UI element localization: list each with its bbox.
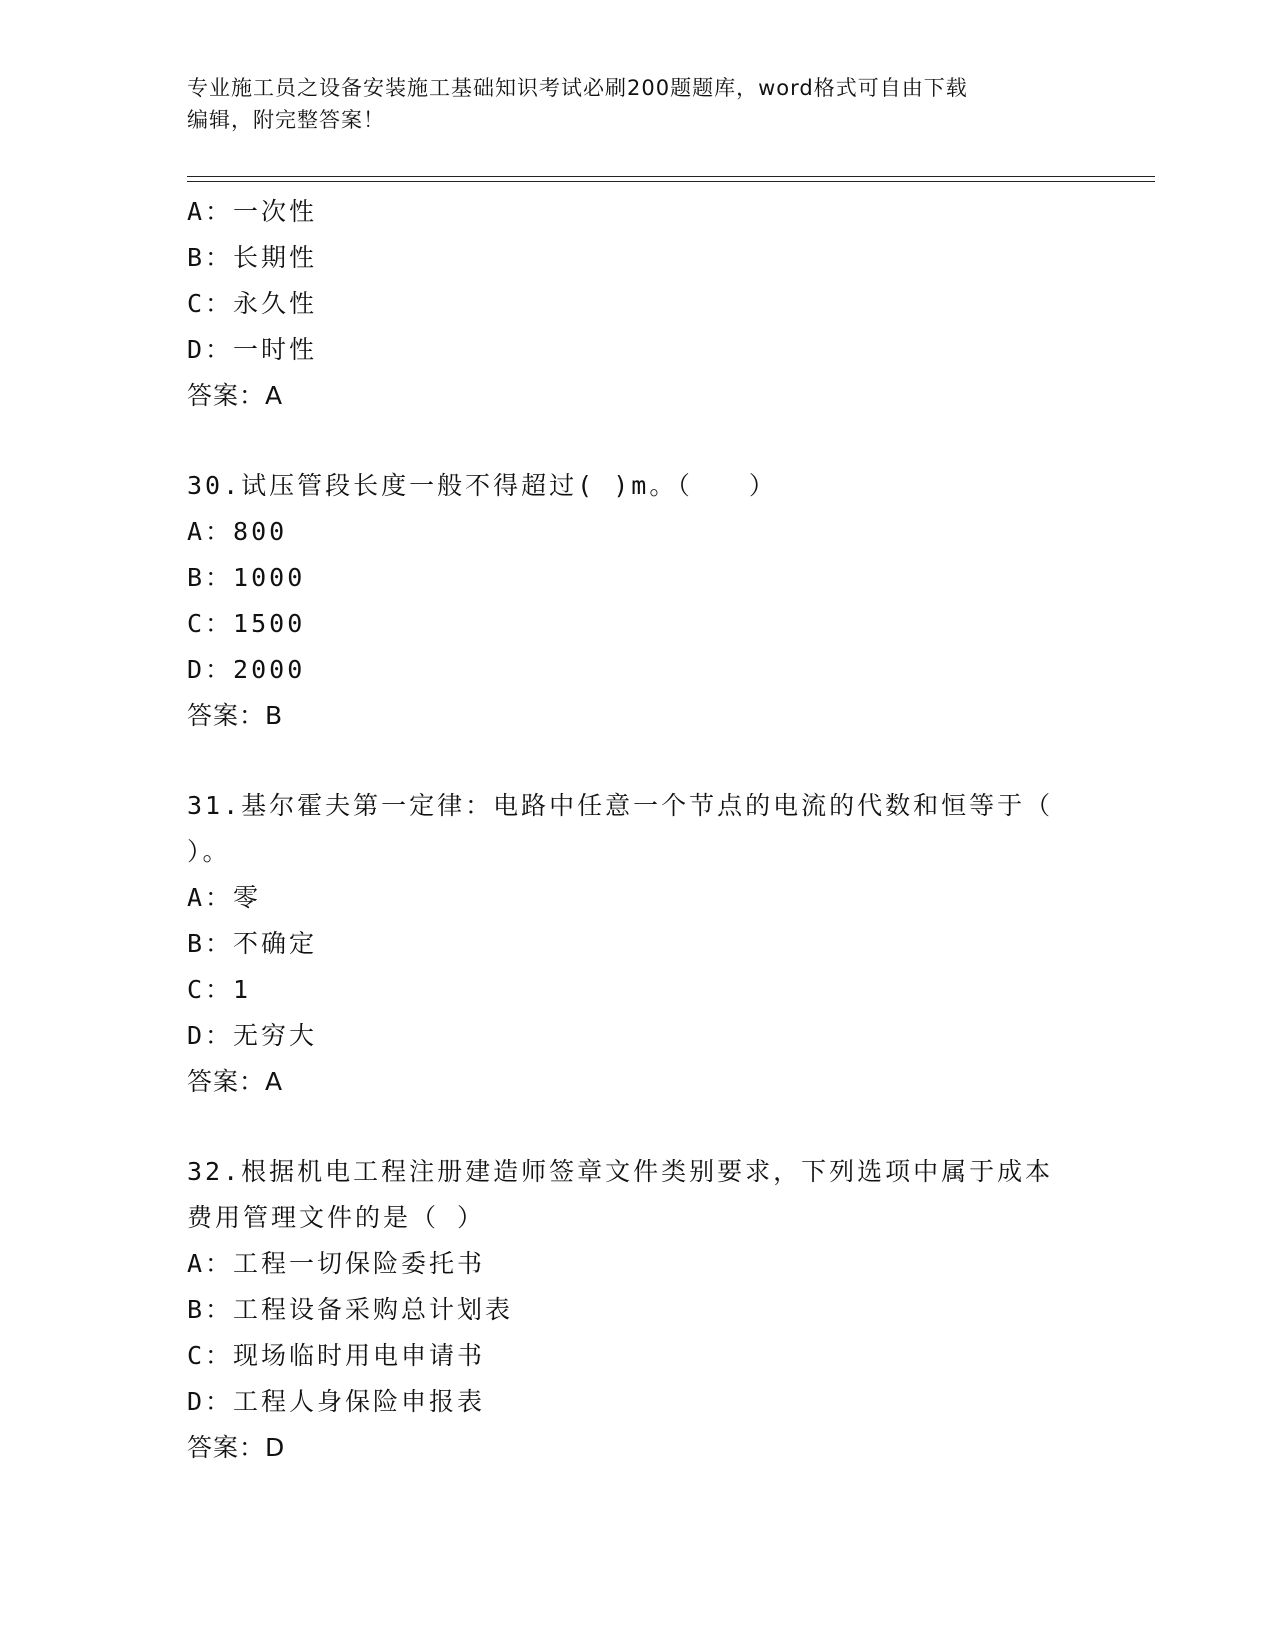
- option-b: B：1000: [187, 563, 306, 592]
- option-d: D：工程人身保险申报表: [187, 1387, 486, 1416]
- answer-line: 答案：A: [187, 1067, 284, 1096]
- question-text-line-2: ）。: [187, 837, 231, 866]
- document-header: [187, 72, 1067, 136]
- option-a: A：零: [187, 883, 262, 912]
- question-31: [187, 783, 1087, 1105]
- answer-line: 答案：B: [187, 701, 284, 730]
- question-32: [187, 1149, 1087, 1471]
- option-c: C：永久性: [187, 289, 318, 318]
- option-b: B：不确定: [187, 929, 318, 958]
- option-c: C：1500: [187, 609, 306, 638]
- spacer: [187, 739, 1087, 783]
- option-c: C：现场临时用电申请书: [187, 1341, 486, 1370]
- option-b: B：工程设备采购总计划表: [187, 1295, 514, 1324]
- question-text-line-1: 32.根据机电工程注册建造师签章文件类别要求，下列选项中属于成本: [187, 1157, 1054, 1186]
- question-text-line-2: 费用管理文件的是（ ）: [187, 1203, 486, 1232]
- question-text: 30.试压管段长度一般不得超过( )m。（ ）: [187, 471, 777, 500]
- option-c: C：1: [187, 975, 252, 1004]
- question-30: [187, 463, 1087, 739]
- question-29: [187, 189, 1087, 419]
- header-divider-top: [187, 176, 1155, 177]
- question-text-line-1: 31.基尔霍夫第一定律：电路中任意一个节点的电流的代数和恒等于（: [187, 791, 1054, 820]
- spacer: [187, 419, 1087, 463]
- option-a: A：800: [187, 517, 288, 546]
- header-divider-bottom: [187, 181, 1155, 182]
- option-b: B：长期性: [187, 243, 318, 272]
- option-a: A：一次性: [187, 197, 318, 226]
- spacer: [187, 1105, 1087, 1149]
- header-title-line-2: 编辑，附完整答案！: [187, 108, 385, 132]
- option-d: D：一时性: [187, 335, 318, 364]
- answer-line: 答案：A: [187, 381, 284, 410]
- option-a: A：工程一切保险委托书: [187, 1249, 486, 1278]
- header-title-line-1: 专业施工员之设备安装施工基础知识考试必刷200题题库，word格式可自由下载: [187, 76, 968, 100]
- option-d: D：2000: [187, 655, 306, 684]
- option-d: D：无穷大: [187, 1021, 318, 1050]
- answer-line: 答案：D: [187, 1433, 286, 1462]
- question-list: [187, 189, 1087, 1471]
